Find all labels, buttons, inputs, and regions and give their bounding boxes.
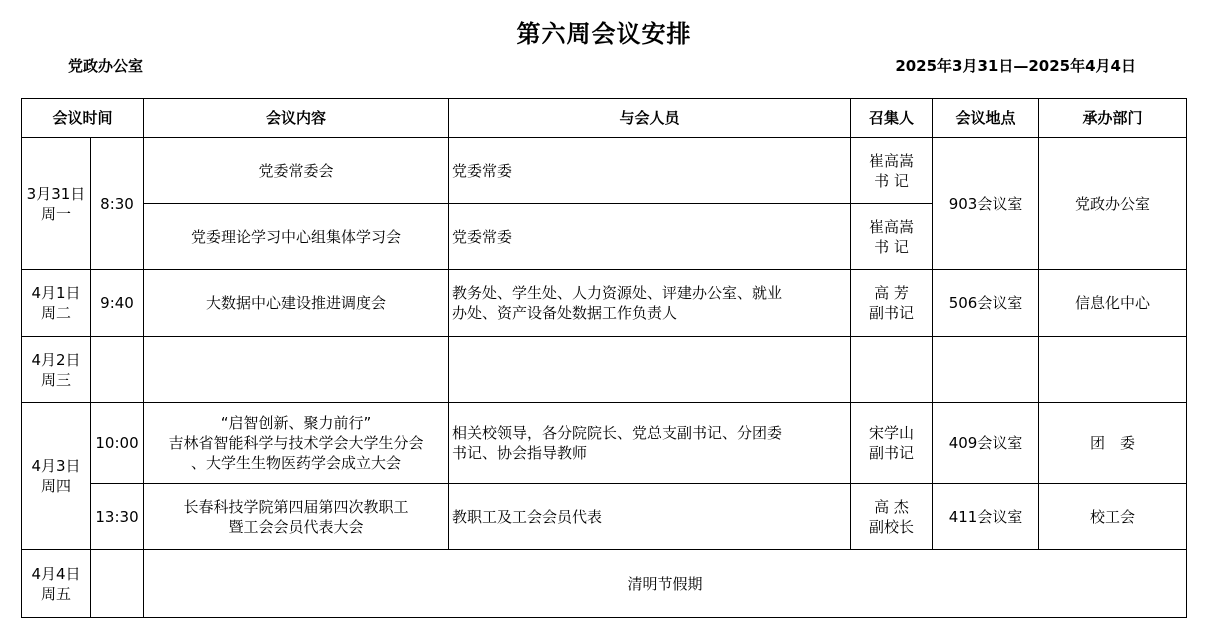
attendees-line: 书记、协会指导教师 xyxy=(452,444,588,462)
attendees-line: 教务处、学生处、人力资源处、评建办公室、就业 xyxy=(452,284,783,302)
convener-name: 高 杰 xyxy=(874,497,909,516)
day-date: 4月2日 xyxy=(31,350,81,369)
department-cell: 党政办公室 xyxy=(1039,138,1187,270)
day-date: 4月3日 xyxy=(31,457,81,475)
day-weekday: 周四 xyxy=(40,477,71,495)
day-date: 4月1日 xyxy=(31,284,81,302)
convener-title: 副书记 xyxy=(869,304,915,322)
convener-title: 书 记 xyxy=(874,171,909,190)
day-cell xyxy=(22,403,91,550)
time-cell: 10:00 xyxy=(91,403,144,484)
department-cell: 校工会 xyxy=(1039,484,1187,550)
page-title: 第六周会议安排 xyxy=(516,19,692,48)
content-line: 暨工会会员代表大会 xyxy=(228,517,364,536)
day-date: 4月4日 xyxy=(31,564,81,583)
convener-name: 宋学山 xyxy=(869,424,915,442)
attendees-cell xyxy=(449,337,851,403)
convener-title: 副书记 xyxy=(869,444,915,462)
holiday-cell: 清明节假期 xyxy=(144,550,1187,618)
content-cell xyxy=(144,403,449,484)
convener-name: 高 芳 xyxy=(874,284,909,302)
header-attendees: 与会人员 xyxy=(449,99,851,138)
table-row xyxy=(22,138,1187,204)
table-row xyxy=(22,270,1187,337)
attendees-cell: 教职工及工会会员代表 xyxy=(449,484,851,550)
time-cell: 13:30 xyxy=(91,484,144,550)
day-cell xyxy=(22,337,91,403)
location-cell: 409会议室 xyxy=(933,403,1039,484)
department-cell xyxy=(1039,337,1187,403)
date-range: 2025年3月31日—2025年4月4日 xyxy=(895,57,1136,75)
header-department: 承办部门 xyxy=(1039,99,1187,138)
day-weekday: 周二 xyxy=(40,304,71,322)
time-cell xyxy=(91,337,144,403)
location-cell xyxy=(933,337,1039,403)
convener-cell xyxy=(851,337,933,403)
day-weekday: 周一 xyxy=(40,204,71,223)
convener-name: 崔高嵩 xyxy=(869,151,915,170)
department-cell: 信息化中心 xyxy=(1039,270,1187,337)
header-location: 会议地点 xyxy=(933,99,1039,138)
header-time: 会议时间 xyxy=(22,99,144,138)
content-cell: 党委常委会 xyxy=(144,138,449,204)
content-cell xyxy=(144,337,449,403)
attendees-line: 办处、资产设备处数据工作负责人 xyxy=(452,304,678,322)
time-cell: 9:40 xyxy=(91,270,144,337)
attendees-cell: 党委常委 xyxy=(449,138,851,204)
location-cell: 903会议室 xyxy=(933,138,1039,270)
day-cell xyxy=(22,270,91,337)
content-line: “启智创新、聚力前行” xyxy=(220,414,372,432)
table-row xyxy=(22,484,1187,550)
location-cell: 411会议室 xyxy=(933,484,1039,550)
header-convener: 召集人 xyxy=(851,99,933,138)
day-cell xyxy=(22,138,91,270)
content-cell: 党委理论学习中心组集体学习会 xyxy=(144,204,449,270)
convener-title: 副校长 xyxy=(869,517,915,536)
department-cell: 团 委 xyxy=(1039,403,1187,484)
attendees-cell xyxy=(449,403,851,484)
content-line: 吉林省智能科学与技术学会大学生分会 xyxy=(168,434,424,452)
convener-title: 书 记 xyxy=(874,237,909,256)
attendees-cell xyxy=(449,270,851,337)
header-row xyxy=(22,99,1187,138)
time-cell xyxy=(91,550,144,618)
attendees-line: 相关校领导，各分院院长、党总支副书记、分团委 xyxy=(452,424,783,442)
convener-cell xyxy=(851,403,933,484)
table-row xyxy=(22,337,1187,403)
office-name: 党政办公室 xyxy=(68,57,144,75)
table-row xyxy=(22,550,1187,618)
table-row xyxy=(22,403,1187,484)
day-weekday: 周五 xyxy=(40,584,71,603)
header-content: 会议内容 xyxy=(144,99,449,138)
convener-cell xyxy=(851,138,933,204)
content-line: 长春科技学院第四届第四次教职工 xyxy=(183,497,409,516)
day-weekday: 周三 xyxy=(40,370,71,389)
attendees-cell: 党委常委 xyxy=(449,204,851,270)
convener-name: 崔高嵩 xyxy=(869,217,915,236)
time-cell: 8:30 xyxy=(91,138,144,270)
convener-cell xyxy=(851,270,933,337)
content-cell: 大数据中心建设推进调度会 xyxy=(144,270,449,337)
meeting-schedule-table xyxy=(21,98,1187,618)
content-cell xyxy=(144,484,449,550)
day-date: 3月31日 xyxy=(26,184,86,203)
convener-cell xyxy=(851,484,933,550)
content-line: 、大学生生物医药学会成立大会 xyxy=(191,454,402,472)
location-cell: 506会议室 xyxy=(933,270,1039,337)
day-cell xyxy=(22,550,91,618)
convener-cell xyxy=(851,204,933,270)
